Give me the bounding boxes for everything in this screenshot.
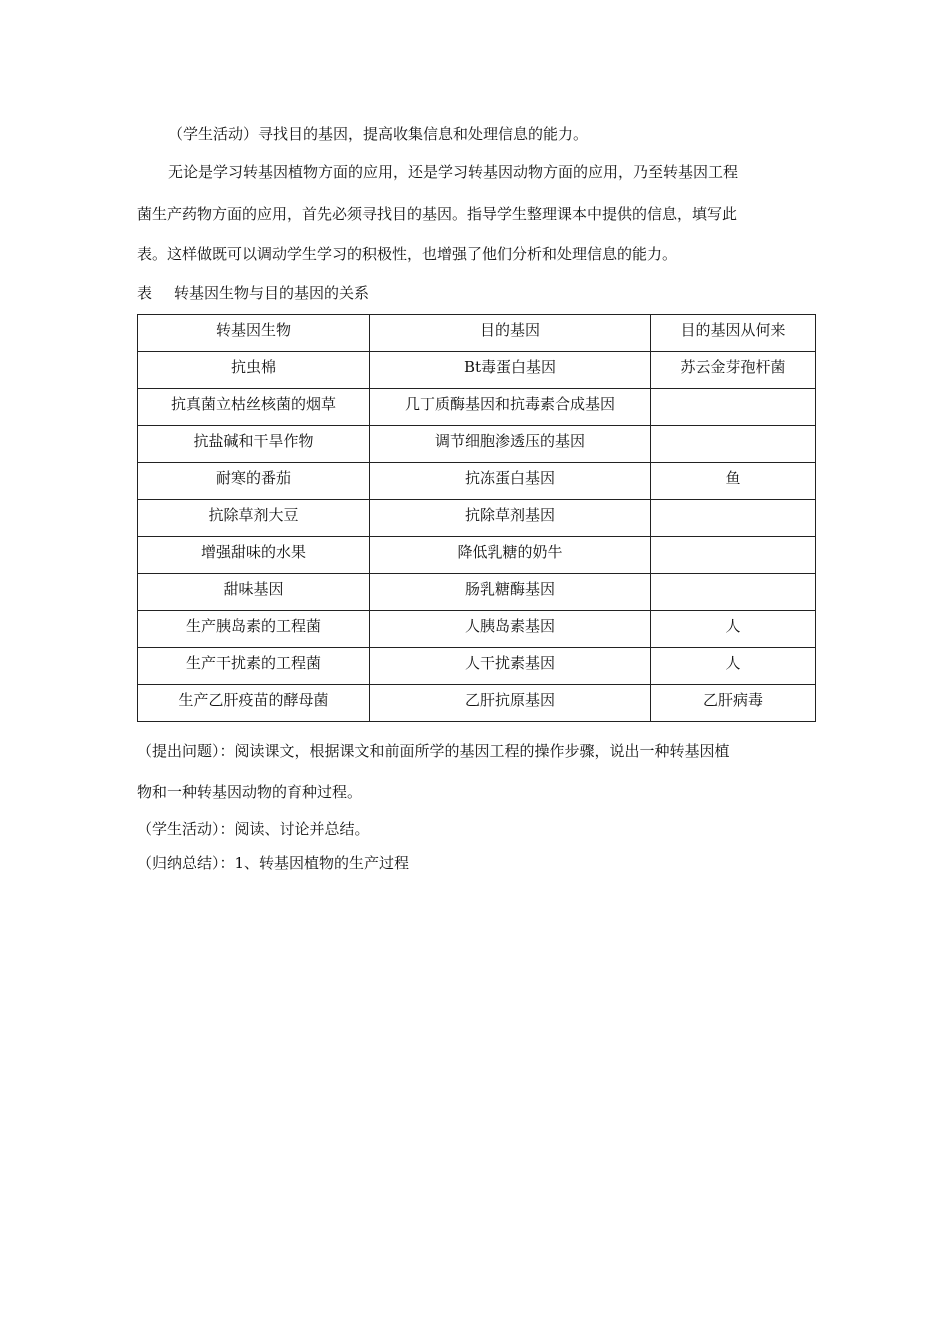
cell-target-gene: 降低乳糖的奶牛	[370, 537, 651, 574]
cell-gene-source: 苏云金芽孢杆菌	[651, 352, 816, 389]
cell-target-gene: 几丁质酶基因和抗毒素合成基因	[370, 389, 651, 426]
cell-target-gene: 抗除草剂基因	[370, 500, 651, 537]
cell-gene-source: 乙肝病毒	[651, 685, 816, 722]
cell-organism: 甜味基因	[138, 574, 370, 611]
table-caption-label: 表	[137, 284, 153, 302]
cell-target-gene: 调节细胞渗透压的基因	[370, 426, 651, 463]
cell-target-gene: Bt毒蛋白基因	[370, 352, 651, 389]
table-row	[138, 426, 816, 463]
cell-target-gene: 乙肝抗原基因	[370, 685, 651, 722]
summary-heading: （归纳总结）：1、转基因植物的生产过程	[137, 854, 410, 872]
cell-gene-source	[651, 426, 816, 463]
question-paragraph-line-2: 物和一种转基因动物的育种过程。	[137, 783, 363, 801]
table-row	[138, 537, 816, 574]
body-paragraph-line-3: 表。这样做既可以调动学生学习的积极性，也增强了他们分析和处理信息的能力。	[137, 245, 678, 263]
cell-organism: 耐寒的番茄	[138, 463, 370, 500]
table-row	[138, 574, 816, 611]
cell-gene-source: 人	[651, 611, 816, 648]
table-row	[138, 463, 816, 500]
student-activity-discussion: （学生活动）：阅读、讨论并总结。	[137, 820, 370, 838]
cell-target-gene: 人干扰素基因	[370, 648, 651, 685]
cell-organism: 抗除草剂大豆	[138, 500, 370, 537]
question-paragraph-line-1: （提出问题）：阅读课文，根据课文和前面所学的基因工程的操作步骤，说出一种转基因植	[137, 742, 730, 760]
cell-gene-source: 鱼	[651, 463, 816, 500]
header-target-gene: 目的基因	[370, 315, 651, 352]
cell-target-gene: 肠乳糖酶基因	[370, 574, 651, 611]
cell-organism: 生产干扰素的工程菌	[138, 648, 370, 685]
body-paragraph-line-1: 无论是学习转基因植物方面的应用，还是学习转基因动物方面的应用，乃至转基因工程	[168, 163, 739, 181]
cell-gene-source	[651, 537, 816, 574]
cell-organism: 增强甜味的水果	[138, 537, 370, 574]
table-row	[138, 352, 816, 389]
table-row	[138, 389, 816, 426]
cell-gene-source	[651, 389, 816, 426]
cell-organism: 抗盐碱和干旱作物	[138, 426, 370, 463]
table-header-row	[138, 315, 816, 352]
cell-organism: 生产乙肝疫苗的酵母菌	[138, 685, 370, 722]
table-row	[138, 611, 816, 648]
table-row	[138, 500, 816, 537]
header-organism: 转基因生物	[138, 315, 370, 352]
cell-organism: 抗虫棉	[138, 352, 370, 389]
cell-target-gene: 抗冻蛋白基因	[370, 463, 651, 500]
student-activity-paragraph: （学生活动）寻找目的基因，提高收集信息和处理信息的能力。	[168, 125, 589, 143]
body-paragraph-line-2: 菌生产药物方面的应用，首先必须寻找目的基因。指导学生整理课本中提供的信息，填写此	[137, 205, 738, 223]
cell-organism: 抗真菌立枯丝核菌的烟草	[138, 389, 370, 426]
table-caption	[137, 283, 817, 303]
cell-organism: 生产胰岛素的工程菌	[138, 611, 370, 648]
table-caption-title: 转基因生物与目的基因的关系	[174, 284, 370, 302]
cell-target-gene: 人胰岛素基因	[370, 611, 651, 648]
cell-gene-source: 人	[651, 648, 816, 685]
cell-gene-source	[651, 574, 816, 611]
cell-gene-source	[651, 500, 816, 537]
header-gene-source: 目的基因从何来	[651, 315, 816, 352]
table-row	[138, 685, 816, 722]
gene-relationship-table	[137, 314, 816, 722]
table-row	[138, 648, 816, 685]
